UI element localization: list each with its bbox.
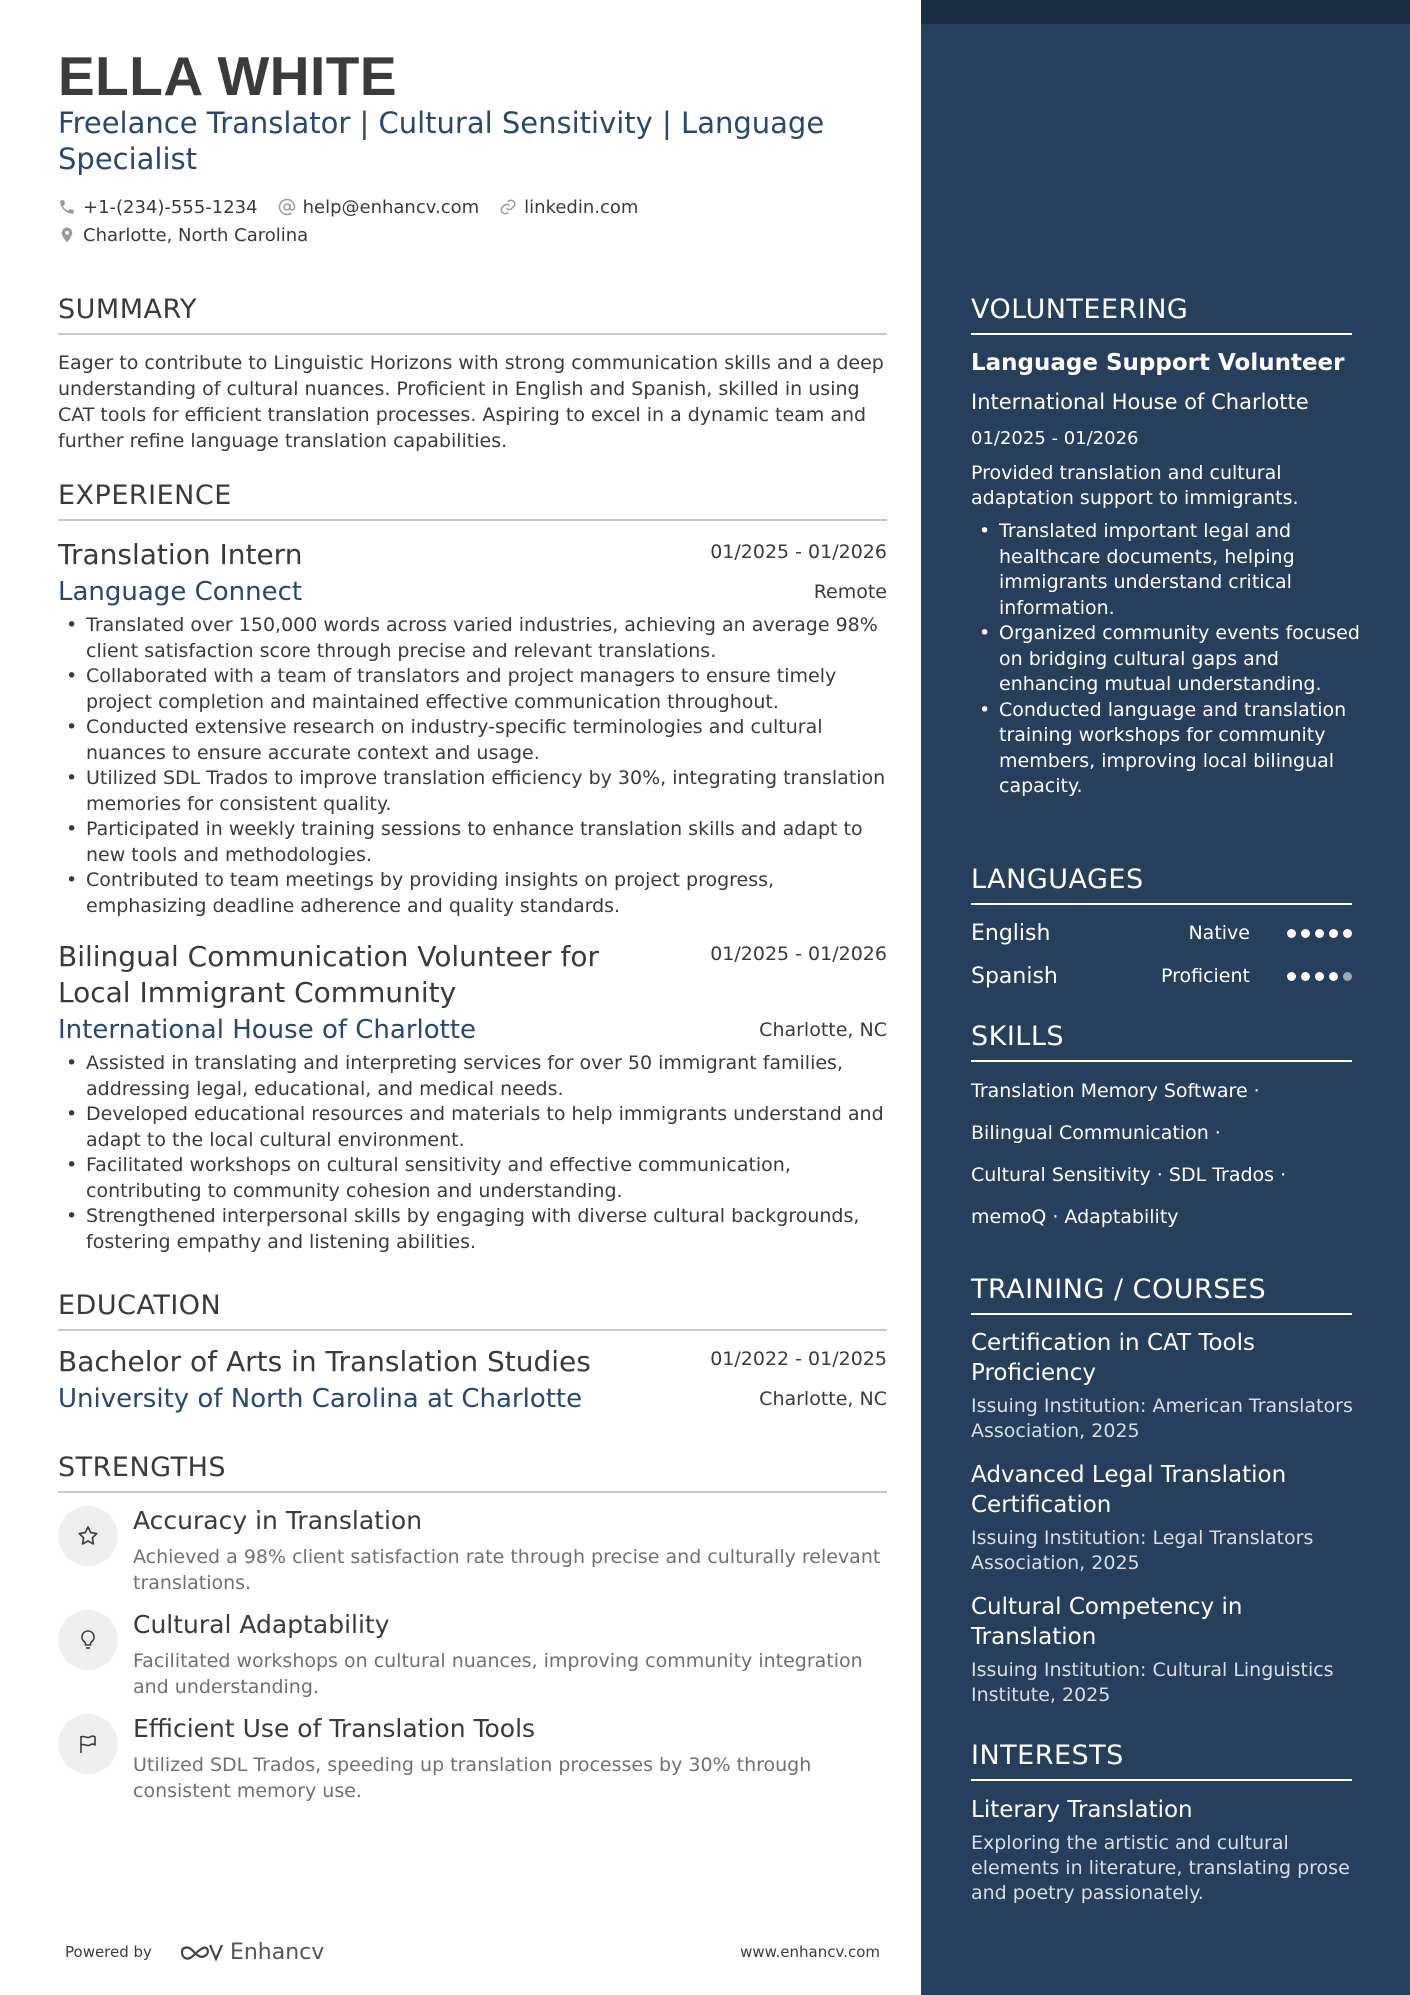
volunteer-role: Language Support Volunteer <box>971 350 1345 376</box>
sidebar-top-bar <box>921 0 1410 24</box>
education-location: Charlotte, NC <box>759 1388 887 1410</box>
sidebar <box>921 0 1410 1995</box>
rating-dot-filled <box>1287 929 1296 938</box>
language-rating <box>1282 972 1352 981</box>
bullet-item: • Strengthened interpersonal skills by engaging with diverse cultural backgrounds, fostering empathy and listening abilities. <box>58 1204 887 1255</box>
job-date: 01/2025 - 01/2026 <box>710 541 887 563</box>
link-icon <box>499 198 517 216</box>
course-item <box>971 1460 1356 1576</box>
strength-desc: Achieved a 98% client satisfaction rate through precise and culturally relevant translations. <box>133 1546 881 1594</box>
bullet-item: • Participated in weekly training sessions to enhance translation skills and adapt to new tools and methodologies. <box>58 817 887 868</box>
location-contact <box>58 225 308 246</box>
language-row <box>971 961 1352 991</box>
interests-heading: INTERESTS <box>971 1740 1352 1781</box>
bullet-item: • Facilitated workshops on cultural sensitivity and effective communication, contributing to community cohesion and understanding. <box>58 1153 887 1204</box>
skills-heading: SKILLS <box>971 1021 1352 1062</box>
job-company: Language Connect <box>58 577 303 607</box>
location-pin-icon <box>58 226 76 244</box>
star-icon <box>76 1524 100 1548</box>
interest-title: Literary Translation <box>971 1797 1193 1823</box>
course-item <box>971 1592 1356 1708</box>
language-name: Spanish <box>971 963 1058 989</box>
course-item <box>971 1328 1356 1444</box>
flag-icon <box>76 1732 100 1756</box>
education-date: 01/2022 - 01/2025 <box>710 1348 887 1370</box>
enhancv-logo-icon <box>178 1940 224 1964</box>
strength-title: Accuracy in Translation <box>133 1506 423 1535</box>
language-level: Native <box>1188 922 1250 944</box>
job-location: Charlotte, NC <box>759 1019 887 1041</box>
enhancv-brand-text: Enhancv <box>229 1939 325 1965</box>
phone-icon <box>58 198 76 216</box>
experience-item <box>58 537 887 919</box>
skill-line: Cultural Sensitivity · SDL Trados · <box>971 1164 1287 1186</box>
email-contact[interactable] <box>278 197 480 218</box>
summary-heading: SUMMARY <box>58 294 887 335</box>
degree-title: Bachelor of Arts in Translation Studies <box>58 1345 591 1378</box>
bullet-item: • Translated over 150,000 words across varied industries, achieving an average 98% client satisfaction score through precise and relevant translations. <box>58 613 887 664</box>
interest-item <box>971 1797 1361 1906</box>
footer <box>65 1932 880 1972</box>
job-date: 01/2025 - 01/2026 <box>710 943 887 965</box>
location-text: Charlotte, North Carolina <box>83 224 309 246</box>
lightbulb-icon <box>76 1628 100 1652</box>
bullet-item: • Translated important legal and healthcare documents, helping immigrants understand critical information. <box>971 519 1361 621</box>
course-title: Certification in CAT Tools Proficiency <box>971 1330 1255 1386</box>
candidate-name: ELLA WHITE <box>58 45 398 107</box>
job-bullets <box>58 613 887 919</box>
summary-text: Eager to contribute to Linguistic Horizons with strong communication skills and a deep understanding of cultural nuances. Proficient in English and Spanish, skilled in using CAT tools for efficient translation processes. Aspiring to excel in a dynamic team and further refine language translation capabilities. <box>58 352 884 452</box>
volunteer-org: International House of Charlotte <box>971 390 1309 414</box>
job-location: Remote <box>813 581 887 603</box>
strength-desc: Utilized SDL Trados, speeding up translation processes by 30% through consistent memory use. <box>133 1754 812 1802</box>
strength-icon-circle <box>58 1506 118 1566</box>
strength-icon-circle <box>58 1610 118 1670</box>
course-title: Advanced Legal Translation Certification <box>971 1462 1287 1518</box>
bullet-item: • Contributed to team meetings by providing insights on project progress, emphasizing deadline adherence and quality standards. <box>58 868 887 919</box>
job-title: Bilingual Communication Volunteer for Local Immigrant Community <box>58 940 599 1009</box>
bullet-item: • Organized community events focused on bridging cultural gaps and enhancing mutual understanding. <box>971 621 1361 698</box>
strength-desc: Facilitated workshops on cultural nuances, improving community integration and understanding. <box>133 1650 863 1698</box>
headline: Freelance Translator | Cultural Sensitivity | Language Specialist <box>58 106 825 176</box>
email-text: help@enhancv.com <box>302 196 480 218</box>
language-row <box>971 918 1352 948</box>
course-institution: Issuing Institution: Legal Translators Association, 2025 <box>971 1527 1314 1574</box>
experience-heading: EXPERIENCE <box>58 480 887 521</box>
course-institution: Issuing Institution: American Translators Association, 2025 <box>971 1395 1353 1442</box>
strength-icon-circle <box>58 1714 118 1774</box>
bullet-item: • Collaborated with a team of translators and project managers to ensure timely project completion and maintained effective communication throughout. <box>58 664 887 715</box>
language-rating <box>1282 929 1352 938</box>
strengths-heading: STRENGTHS <box>58 1452 887 1493</box>
contact-info <box>58 194 888 250</box>
rating-dot-filled <box>1329 972 1338 981</box>
phone-contact[interactable] <box>58 197 258 218</box>
strength-title: Cultural Adaptability <box>133 1610 390 1639</box>
rating-dot-filled <box>1301 929 1310 938</box>
bullet-item: • Conducted extensive research on industry-specific terminologies and cultural nuances to ensure accurate context and usage. <box>58 715 887 766</box>
linkedin-contact[interactable] <box>499 197 638 218</box>
volunteer-desc: Provided translation and cultural adaptation support to immigrants. <box>971 462 1299 509</box>
job-title: Translation Intern <box>58 538 303 571</box>
bullet-item: • Developed educational resources and materials to help immigrants understand and adapt to the local cultural environment. <box>58 1102 887 1153</box>
skill-line: memoQ · Adaptability <box>971 1206 1179 1228</box>
experience-item <box>58 939 887 1255</box>
bullet-item: • Conducted language and translation training workshops for community members, improving local bilingual capacity. <box>971 698 1361 800</box>
languages-heading: LANGUAGES <box>971 864 1352 905</box>
rating-dot-filled <box>1301 972 1310 981</box>
volunteer-date: 01/2025 - 01/2026 <box>971 428 1139 449</box>
training-heading: TRAINING / COURSES <box>971 1274 1352 1315</box>
interest-desc: Exploring the artistic and cultural elements in literature, translating prose and poetry passionately. <box>971 1832 1350 1904</box>
school-name: University of North Carolina at Charlotte <box>58 1384 583 1414</box>
education-item <box>58 1344 887 1414</box>
linkedin-text: linkedin.com <box>524 196 639 218</box>
skills-list <box>971 1076 1352 1244</box>
rating-dot-filled <box>1315 972 1324 981</box>
volunteering-heading: VOLUNTEERING <box>971 294 1352 335</box>
language-level: Proficient <box>1160 965 1250 987</box>
strength-title: Efficient Use of Translation Tools <box>133 1714 536 1743</box>
bullet-item: • Assisted in translating and interpreting services for over 50 immigrant families, addressing legal, educational, and medical needs. <box>58 1051 887 1102</box>
at-sign-icon <box>278 198 296 216</box>
rating-dot-filled <box>1315 929 1324 938</box>
education-heading: EDUCATION <box>58 1290 887 1331</box>
rating-dot-empty <box>1343 972 1352 981</box>
enhancv-logo[interactable] <box>178 1940 324 1965</box>
job-company: International House of Charlotte <box>58 1015 477 1045</box>
powered-by-label: Powered by <box>65 1943 152 1961</box>
volunteering-item <box>971 350 1361 800</box>
rating-dot-filled <box>1343 929 1352 938</box>
course-institution: Issuing Institution: Cultural Linguistics Institute, 2025 <box>971 1659 1334 1706</box>
bullet-item: • Utilized SDL Trados to improve translation efficiency by 30%, integrating translation memories for consistent quality. <box>58 766 887 817</box>
phone-text: +1-(234)-555-1234 <box>83 196 258 218</box>
rating-dot-filled <box>1287 972 1296 981</box>
language-name: English <box>971 920 1051 946</box>
skill-line: Translation Memory Software · <box>971 1080 1260 1102</box>
skill-line: Bilingual Communication · <box>971 1122 1221 1144</box>
footer-url[interactable]: www.enhancv.com <box>740 1943 880 1961</box>
rating-dot-filled <box>1329 929 1338 938</box>
job-bullets <box>58 1051 887 1255</box>
volunteer-bullets <box>971 519 1361 800</box>
course-title: Cultural Competency in Translation <box>971 1594 1243 1650</box>
